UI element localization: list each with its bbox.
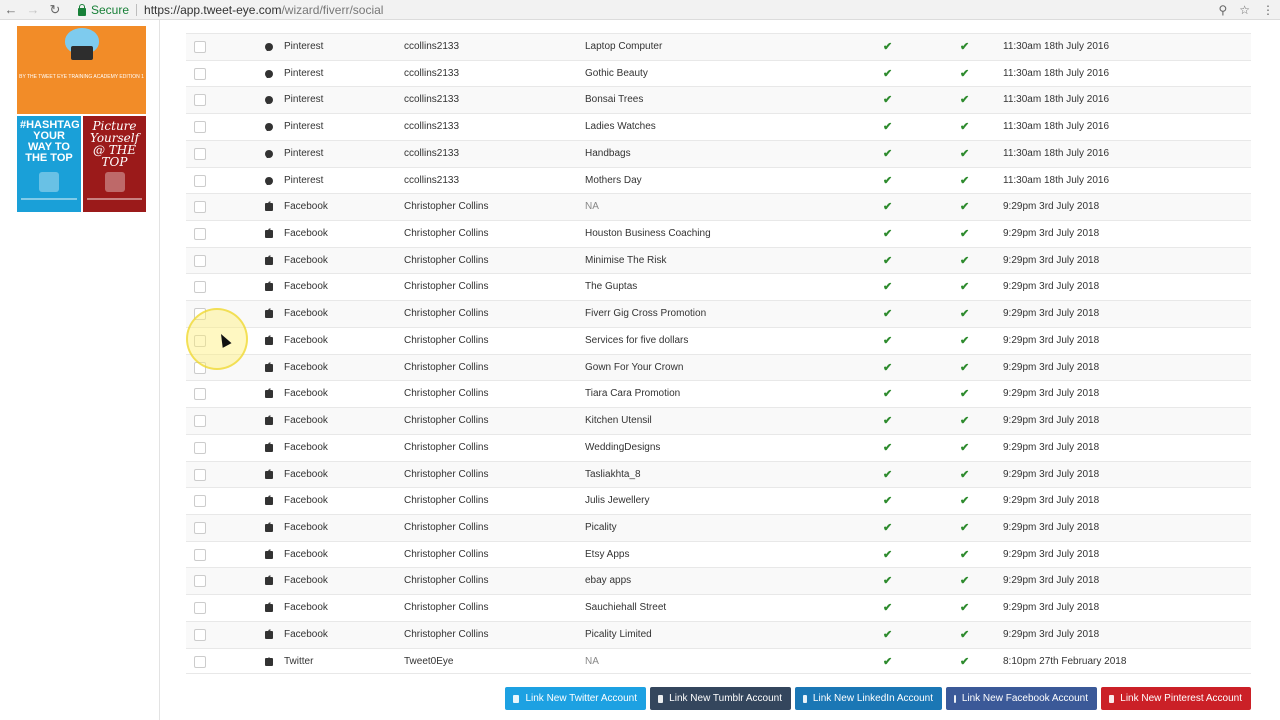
facebook-icon: f [265,203,273,211]
page-name-cell: The Guptas [585,281,638,293]
link-facebook-button[interactable] [946,687,1097,710]
row-checkbox[interactable] [194,175,206,187]
book-left-title: #HASHTAG YOUR WAY TO THE TOP [20,119,80,164]
status-check-icon: ✔ [960,121,970,134]
row-checkbox[interactable] [194,575,206,587]
status-check-icon: ✔ [883,254,893,267]
status-check-icon: ✔ [883,308,893,321]
network-cell: Facebook [284,308,328,320]
pinterest-icon: p [265,67,273,79]
network-cell: Facebook [284,575,328,587]
account-cell: Christopher Collins [404,388,489,400]
facebook-icon: f [265,390,273,398]
table-row [186,621,1251,648]
row-checkbox[interactable] [194,94,206,106]
status-check-icon: ✔ [960,361,970,374]
timestamp-cell: 9:29pm 3rd July 2018 [1003,548,1100,560]
timestamp-cell: 9:29pm 3rd July 2018 [1003,281,1100,293]
account-cell: ccollins2133 [404,67,460,79]
row-checkbox[interactable] [194,68,206,80]
facebook-icon: f [265,257,273,265]
account-cell: ccollins2133 [404,174,460,186]
network-cell: Facebook [284,602,328,614]
social-accounts-table [186,33,1251,674]
facebook-icon: f [265,364,273,372]
facebook-icon: f [265,497,273,505]
account-cell: Christopher Collins [404,575,489,587]
table-row [186,273,1251,300]
page-name-cell: Minimise The Risk [585,254,667,266]
page-name-cell: WeddingDesigns [585,441,661,453]
account-cell: Christopher Collins [404,281,489,293]
table-row [186,461,1251,488]
status-check-icon: ✔ [883,361,893,374]
network-cell: Facebook [284,415,328,427]
account-cell: Christopher Collins [404,308,489,320]
network-cell: Facebook [284,441,328,453]
book-right-title: Picture Yourself @ THE TOP [89,119,140,169]
page-name-cell: Picality Limited [585,628,652,640]
status-check-icon: ✔ [960,441,970,454]
network-cell: Facebook [284,468,328,480]
table-row [186,407,1251,434]
table-row [186,567,1251,594]
status-check-icon: ✔ [960,254,970,267]
network-cell: Pinterest [284,67,324,79]
bird-icon [65,28,99,54]
table-row [186,594,1251,621]
facebook-icon: f [265,230,273,238]
status-check-icon: ✔ [960,281,970,294]
timestamp-cell: 9:29pm 3rd July 2018 [1003,521,1100,533]
facebook-icon: f [265,417,273,425]
table-row [186,113,1251,140]
row-checkbox[interactable] [194,281,206,293]
table-row [186,193,1251,220]
network-cell: Pinterest [284,147,324,159]
pinterest-icon: p [265,94,273,106]
row-checkbox[interactable] [194,469,206,481]
status-check-icon: ✔ [960,548,970,561]
star-icon[interactable]: ☆ [1239,3,1250,17]
status-check-icon: ✔ [960,147,970,160]
network-cell: Facebook [284,281,328,293]
account-cell: ccollins2133 [404,94,460,106]
back-arrow-icon[interactable]: ← [4,2,18,17]
network-cell: Facebook [284,228,328,240]
status-check-icon: ✔ [883,441,893,454]
link-pinterest-label: Link New Pinterest Account [1120,693,1242,704]
status-check-icon: ✔ [883,147,893,160]
url-divider [136,4,137,16]
status-check-icon: ✔ [960,521,970,534]
network-cell: Facebook [284,201,328,213]
left-sidebar [0,20,160,720]
account-cell: Christopher Collins [404,361,489,373]
timestamp-cell: 11:30am 18th July 2016 [1003,67,1110,79]
timestamp-cell: 9:29pm 3rd July 2018 [1003,628,1100,640]
timestamp-cell: 9:29pm 3rd July 2018 [1003,575,1100,587]
row-checkbox[interactable] [194,228,206,240]
book-cover-picture-yourself[interactable] [83,116,146,212]
table-bottom-border [186,673,1251,674]
facebook-icon: f [265,310,273,318]
row-checkbox[interactable] [194,121,206,133]
status-check-icon: ✔ [960,174,970,187]
facebook-icon: f [265,577,273,585]
table-row [186,434,1251,461]
status-check-icon: ✔ [960,201,970,214]
network-cell: Facebook [284,254,328,266]
facebook-icon: f [265,337,273,345]
pinterest-icon: p [265,174,273,186]
magnifier-icon[interactable]: ⚲ [1218,3,1228,17]
status-check-icon: ✔ [960,415,970,428]
table-row [186,300,1251,327]
link-tumblr-label: Link New Tumblr Account [669,693,782,704]
facebook-icon: f [265,551,273,559]
status-check-icon: ✔ [883,334,893,347]
network-cell: Pinterest [284,94,324,106]
pinterest-icon: p [265,41,273,52]
row-checkbox[interactable] [194,549,206,561]
timestamp-cell: 9:29pm 3rd July 2018 [1003,334,1100,346]
secure-label: Secure [91,2,130,17]
url-host: app.tweet-eye.com [180,2,282,17]
page-name-cell: Mothers Day [585,174,642,186]
page-name-cell: Julis Jewellery [585,495,650,507]
link-twitter-label: Link New Twitter Account [525,693,637,704]
network-cell: Facebook [284,495,328,507]
link-twitter-button[interactable] [505,687,646,710]
table-row [186,167,1251,194]
twitter-icon [513,695,519,703]
twitter-icon: t [265,658,273,666]
row-checkbox[interactable] [194,442,206,454]
book-cover-hashtag[interactable] [17,116,81,212]
table-row [186,33,1251,60]
timestamp-cell: 8:10pm 27th February 2018 [1003,655,1127,667]
table-row [186,86,1251,113]
account-cell: Christopher Collins [404,441,489,453]
timestamp-cell: 9:29pm 3rd July 2018 [1003,441,1100,453]
timestamp-cell: 11:30am 18th July 2016 [1003,41,1110,52]
status-check-icon: ✔ [883,575,893,588]
table-row [186,247,1251,274]
status-check-icon: ✔ [883,228,893,241]
timestamp-cell: 9:29pm 3rd July 2018 [1003,361,1100,373]
timestamp-cell: 9:29pm 3rd July 2018 [1003,468,1100,480]
row-checkbox[interactable] [194,656,206,668]
page-name-cell: Handbags [585,147,631,159]
row-checkbox[interactable] [194,255,206,267]
status-check-icon: ✔ [883,41,893,53]
account-cell: Tweet0Eye [404,655,454,667]
row-checkbox[interactable] [194,148,206,160]
status-check-icon: ✔ [960,308,970,321]
status-check-icon: ✔ [960,655,970,668]
account-cell: Christopher Collins [404,628,489,640]
status-check-icon: ✔ [960,41,970,53]
status-check-icon: ✔ [883,628,893,641]
timestamp-cell: 9:29pm 3rd July 2018 [1003,495,1100,507]
lock-icon [78,8,86,16]
status-check-icon: ✔ [883,121,893,134]
table-row [186,354,1251,381]
facebook-icon: f [265,471,273,479]
status-check-icon: ✔ [883,548,893,561]
page-name-cell: Laptop Computer [585,41,663,52]
pinterest-icon: p [265,147,273,159]
book-top-caption: BY THE TWEET EYE TRAINING ACADEMY EDITION 1 [19,74,144,80]
account-cell: ccollins2133 [404,121,460,133]
link-linkedin-label: Link New LinkedIn Account [812,693,933,704]
status-check-icon: ✔ [883,201,893,214]
facebook-icon: f [265,524,273,532]
timestamp-cell: 11:30am 18th July 2016 [1003,94,1110,106]
page-name-cell: Gown For Your Crown [585,361,684,373]
link-pinterest-button[interactable] [1101,687,1251,710]
network-cell: Facebook [284,628,328,640]
pinterest-icon: p [265,121,273,133]
account-cell: ccollins2133 [404,41,460,52]
table-row [186,648,1251,675]
network-cell: Twitter [284,655,314,667]
status-check-icon: ✔ [960,228,970,241]
account-cell: Christopher Collins [404,548,489,560]
tumblr-icon [658,695,663,703]
table-row [186,380,1251,407]
network-cell: Pinterest [284,121,324,133]
page-name-cell: Bonsai Trees [585,94,644,106]
page-name-cell: Picality [585,521,617,533]
page-name-cell: Houston Business Coaching [585,228,711,240]
status-check-icon: ✔ [960,94,970,107]
page-name-cell: Tasliakhta_8 [585,468,641,480]
row-checkbox[interactable] [194,495,206,507]
timestamp-cell: 9:29pm 3rd July 2018 [1003,254,1100,266]
page-name-cell: ebay apps [585,575,632,587]
kebab-menu-icon[interactable]: ⋮ [1262,3,1274,17]
status-check-icon: ✔ [960,334,970,347]
timestamp-cell: 9:29pm 3rd July 2018 [1003,308,1100,320]
status-check-icon: ✔ [883,388,893,401]
facebook-icon: f [265,444,273,452]
timestamp-cell: 11:30am 18th July 2016 [1003,147,1110,159]
link-facebook-label: Link New Facebook Account [961,693,1088,704]
book-cover-tweet-eye[interactable] [17,26,146,114]
status-check-icon: ✔ [960,575,970,588]
timestamp-cell: 11:30am 18th July 2016 [1003,121,1110,133]
browser-toolbar [0,0,1280,20]
account-cell: Christopher Collins [404,334,489,346]
table-row [186,514,1251,541]
timestamp-cell: 9:29pm 3rd July 2018 [1003,415,1100,427]
account-cell: Christopher Collins [404,254,489,266]
account-cell: ccollins2133 [404,147,460,159]
status-check-icon: ✔ [960,468,970,481]
timestamp-cell: 9:29pm 3rd July 2018 [1003,388,1100,400]
status-check-icon: ✔ [883,174,893,187]
page-name-cell: Fiverr Gig Cross Promotion [585,308,707,320]
page-name-cell: Services for five dollars [585,334,689,346]
account-cell: Christopher Collins [404,228,489,240]
status-check-icon: ✔ [883,521,893,534]
status-check-icon: ✔ [883,602,893,615]
link-linkedin-button[interactable] [795,687,942,710]
table-row [186,140,1251,167]
network-cell: Pinterest [284,41,324,52]
status-check-icon: ✔ [883,655,893,668]
page-name-cell: NA [585,201,599,213]
timestamp-cell: 11:30am 18th July 2016 [1003,174,1110,186]
row-checkbox[interactable] [194,388,206,400]
facebook-icon: f [265,631,273,639]
page-name-cell: Sauchiehall Street [585,602,667,614]
forward-arrow-icon[interactable]: → [26,2,40,17]
row-checkbox[interactable] [194,602,206,614]
status-check-icon: ✔ [960,628,970,641]
timestamp-cell: 9:29pm 3rd July 2018 [1003,602,1100,614]
row-checkbox[interactable] [194,629,206,641]
address-bar[interactable] [144,3,383,17]
network-cell: Facebook [284,548,328,560]
network-cell: Pinterest [284,174,324,186]
row-checkbox[interactable] [194,41,206,53]
network-cell: Facebook [284,388,328,400]
account-cell: Christopher Collins [404,521,489,533]
book-fine-print [21,198,77,200]
row-checkbox[interactable] [194,201,206,213]
account-cell: Christopher Collins [404,495,489,507]
account-cell: Christopher Collins [404,468,489,480]
facebook-icon: f [265,283,273,291]
account-cell: Christopher Collins [404,415,489,427]
status-check-icon: ✔ [960,67,970,80]
status-check-icon: ✔ [883,468,893,481]
book-fine-print [87,198,142,200]
facebook-icon: f [265,604,273,612]
pinterest-icon [1109,695,1114,703]
network-cell: Facebook [284,521,328,533]
row-checkbox[interactable] [194,415,206,427]
network-cell: Facebook [284,334,328,346]
page-name-cell: Ladies Watches [585,121,656,133]
reload-icon[interactable]: ↻ [49,1,61,17]
status-check-icon: ✔ [883,67,893,80]
table-row [186,60,1251,87]
account-cell: Christopher Collins [404,201,489,213]
scrollbar-track[interactable] [1265,20,1280,720]
timestamp-cell: 9:29pm 3rd July 2018 [1003,201,1100,213]
status-check-icon: ✔ [883,94,893,107]
url-path: /wizard/fiverr/social [281,2,384,17]
page-name-cell: NA [585,655,599,667]
status-check-icon: ✔ [960,495,970,508]
linkedin-icon [803,695,807,703]
row-checkbox[interactable] [194,522,206,534]
link-tumblr-button[interactable] [650,687,791,710]
page-name-cell: Tiara Cara Promotion [585,388,681,400]
table-row [186,541,1251,568]
page-name-cell: Etsy Apps [585,548,630,560]
table-row [186,487,1251,514]
table-row [186,220,1251,247]
status-check-icon: ✔ [883,281,893,294]
timestamp-cell: 9:29pm 3rd July 2018 [1003,228,1100,240]
table-row [186,327,1251,354]
status-check-icon: ✔ [960,602,970,615]
facebook-icon [954,695,956,703]
network-cell: Facebook [284,361,328,373]
status-check-icon: ✔ [960,388,970,401]
link-account-buttons [505,687,1251,711]
status-check-icon: ✔ [883,415,893,428]
page-name-cell: Gothic Beauty [585,67,648,79]
book-figure-icon [39,172,59,192]
page-name-cell: Kitchen Utensil [585,415,652,427]
url-scheme: https:// [144,2,181,17]
status-check-icon: ✔ [883,495,893,508]
book-figure-icon [105,172,125,192]
account-cell: Christopher Collins [404,602,489,614]
